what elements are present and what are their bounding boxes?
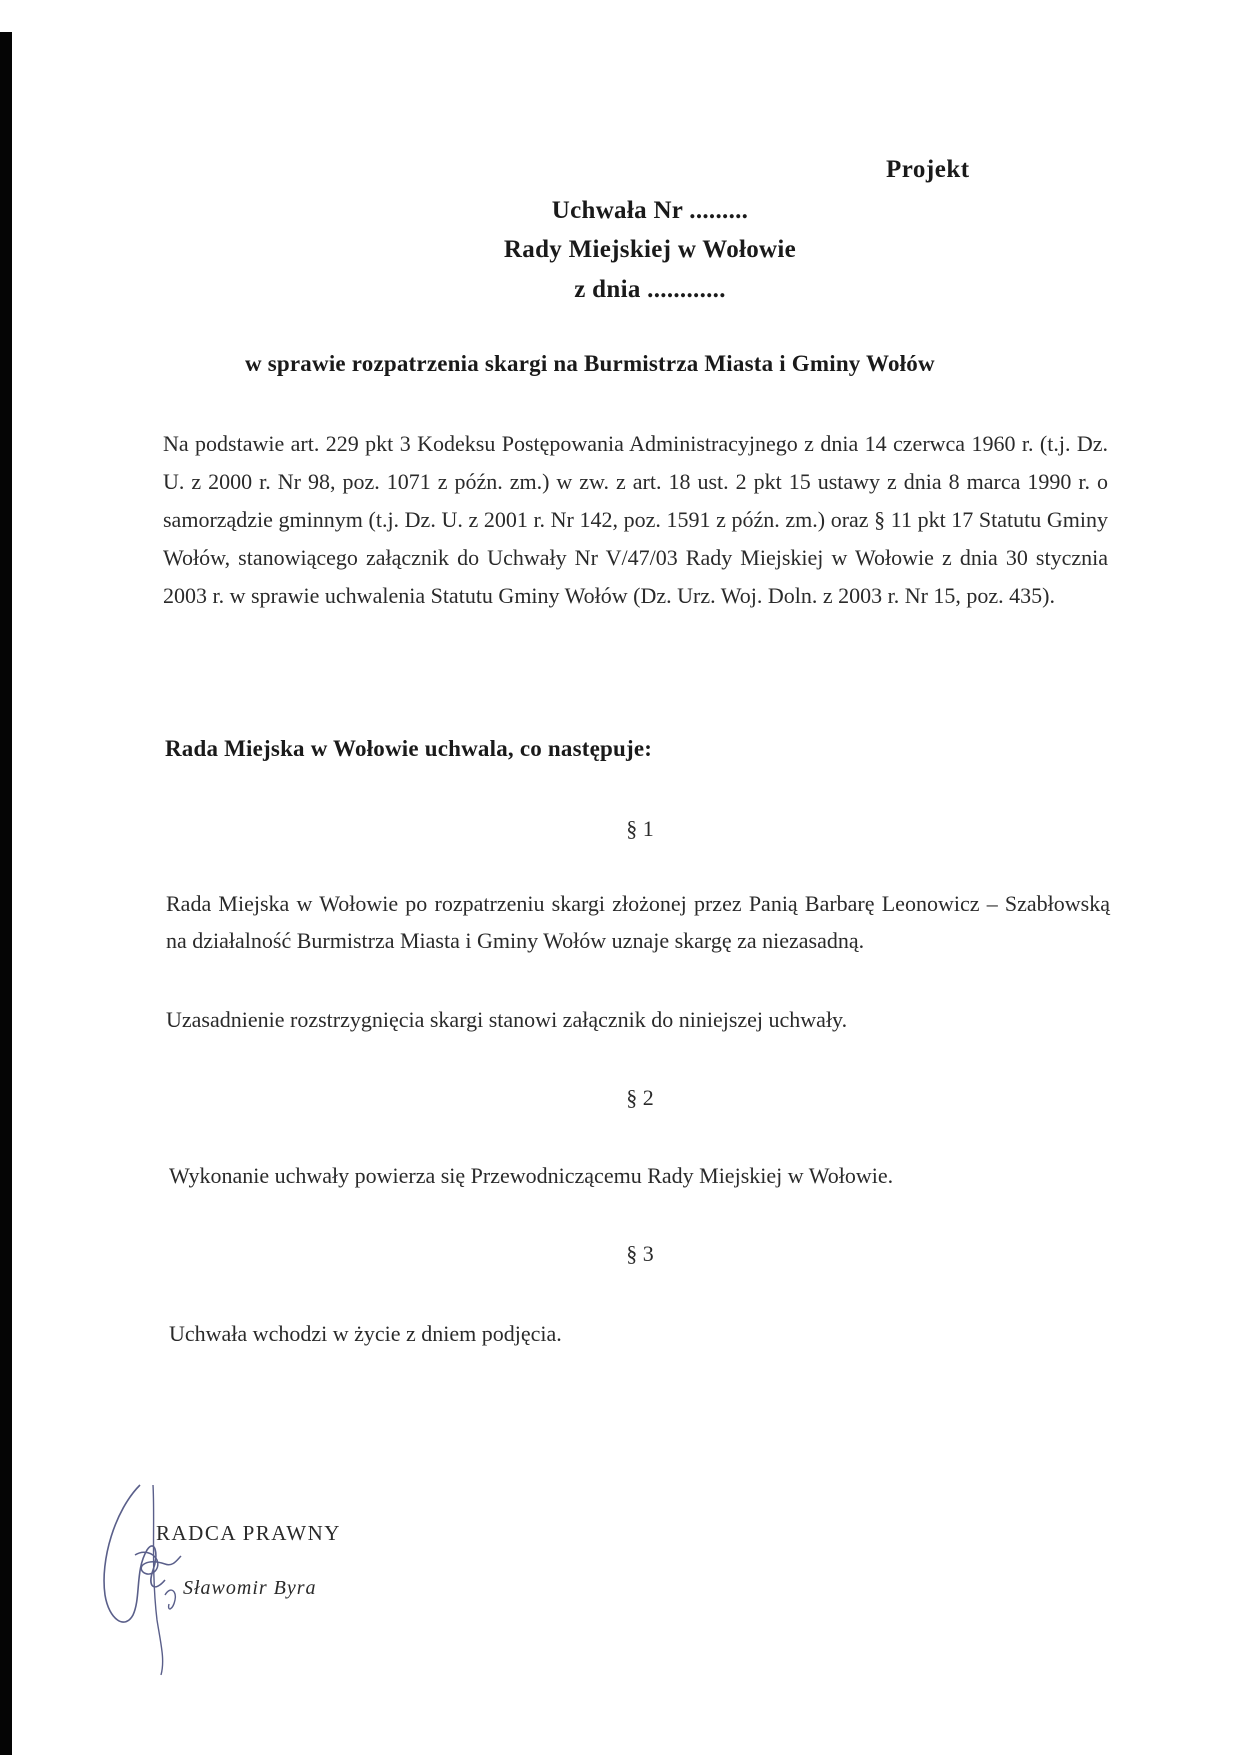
resolution-number: Uchwała Nr ......... [551,197,749,224]
resolves-line: Rada Miejska w Wołowie uchwala, co następuje: [165,736,653,761]
section-2-heading: § 2 [626,1085,654,1110]
council-name: Rady Miejskiej w Wołowie [503,236,797,263]
section-3-text: Uchwała wchodzi w życie z dniem podjęcia. [169,1321,562,1346]
section-1-justification: Uzasadnienie rozstrzygnięcia skargi stanowi załącznik do niniejszej uchwały. [166,1007,848,1032]
project-label: Projekt [886,156,970,183]
section-1-heading: § 1 [626,816,654,841]
section-3-heading: § 3 [626,1241,654,1266]
legal-basis-paragraph: Na podstawie art. 229 pkt 3 Kodeksu Postępowania Administracyjnego z dnia 14 czerwca 1960 r. (t.j. Dz. U. z 2000 r. Nr 98, poz. 1071 z późn. zm.) w zw. z art. 18 ust. 2 pkt 15 ustawy z dnia 8 marca 1990 r. o samorządzie gminnym (t.j. Dz. U. z 2001 r. Nr 142, poz. 1591 z późn. zm.) oraz § 11 pkt 17 Statutu Gminy Wołów, stanowiącego załącznik do Uchwały Nr V/47/03 Rady Miejskiej w Wołowie z dnia 30 stycznia 2003 r. w sprawie uchwalenia Statutu Gminy Wołów (Dz. Urz. Woj. Doln. z 2003 r. Nr 15, poz. 435). [163,431,1108,608]
section-2-text: Wykonanie uchwały powierza się Przewodniczącemu Rady Miejskiej w Wołowie. [169,1163,894,1188]
section-1-text: Rada Miejska w Wołowie po rozpatrzeniu skargi złożonej przez Panią Barbarę Leonowicz – Szabłowską na działalność Burmistrza Miasta i Gminy Wołów uznaje skargę za niezasadną. [166,891,1110,953]
scan-edge-border [0,32,12,1755]
signer-name: Sławomir Byra [183,1577,317,1599]
resolution-subject: w sprawie rozpatrzenia skargi na Burmistrza Miasta i Gminy Wołów [245,351,935,376]
signer-role: RADCA PRAWNY [156,1521,341,1545]
resolution-date: z dnia ............ [574,276,726,303]
